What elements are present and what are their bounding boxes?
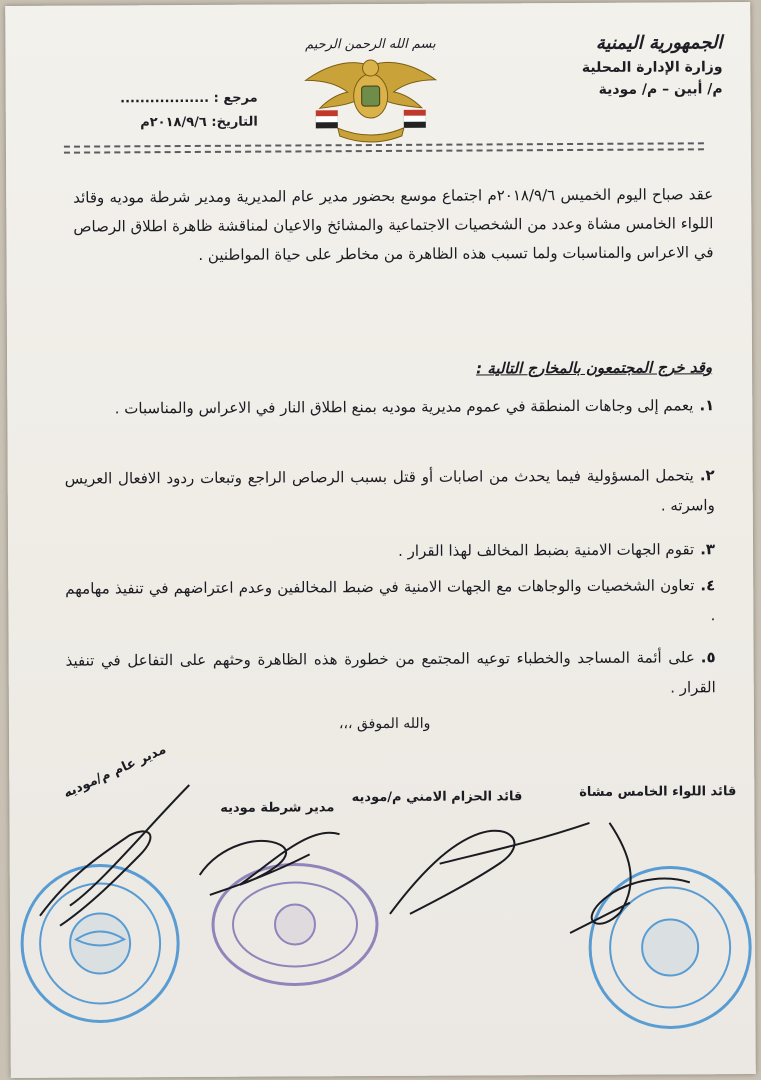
item-number: ٢. <box>699 466 715 485</box>
closing-line: والله الموفق ،،، <box>338 715 431 733</box>
item-number: ١. <box>699 396 715 415</box>
intro-paragraph: عقد صباح اليوم الخميس ٢٠١٨/٩/٦م اجتماع موسع بحضور مدير عام المديرية ومدير شرطة موديه وقائد اللواء الخامس مشاة وعدد من الشخصيات الاجتماعية والمشائخ والاعيان لمناقشة ظاهرة اطلاق الرصاص في الاعراس والمناسبات ولما تسبب هذه الظاهرة من مخاطر على حياة المواطنين . <box>73 185 714 264</box>
reference-field: مرجع : .................. <box>120 90 258 107</box>
document-page <box>5 2 756 1078</box>
item-text: على أئمة المساجد والخطباء توعيه المجتمع من خطورة هذه الظاهرة وحثهم على التفاعل في تنفيذ القرار . <box>65 648 716 697</box>
item-text: يعمم إلى وجاهات المنطقة في عموم مديرية موديه بمنع اطلاق النار في الاعراس والمناسبات . <box>114 396 694 418</box>
list-item <box>65 460 715 523</box>
ministry-name: وزارة الإدارة المحلية <box>581 59 723 76</box>
letterhead-right <box>512 32 722 98</box>
signatory-title: مدير عام م/موديه <box>61 742 169 802</box>
item-number: ٣. <box>700 540 716 559</box>
item-number: ٤. <box>700 576 716 595</box>
item-text: تعاون الشخصيات والوجاهات مع الجهات الامنية في ضبط المخالفين وعدم اعتراضهم في تنفيذ مهامهم . <box>65 576 716 625</box>
country-name: الجمهورية اليمنية <box>595 32 723 54</box>
list-item <box>65 570 715 633</box>
stamp-police <box>213 864 378 985</box>
item-number: ٥. <box>700 648 716 667</box>
stamp-general-director <box>22 865 179 1022</box>
list-item <box>64 390 714 423</box>
item-text: يتحمل المسؤولية فيما يحدث من اصابات أو قتل بسبب الرصاص الراجع وتبعات ردود الافعال العريس واسرته . <box>64 466 715 515</box>
outcomes-heading: وقد خرج المجتمعون بالمخارج التالية : <box>475 358 713 378</box>
signatory-title: مدير شرطة موديه <box>220 800 335 816</box>
signatures-and-stamps <box>9 762 756 1078</box>
list-item <box>65 534 715 567</box>
signatory-title: قائد الحزام الامني م/موديه <box>351 789 523 806</box>
signatory-title: قائد اللواء الخامس مشاة <box>579 784 737 800</box>
list-item <box>66 642 716 705</box>
basmala-text: بسم الله الرحمن الرحيم <box>305 36 436 53</box>
item-text: تقوم الجهات الامنية بضبط المخالف لهذا القرار . <box>398 540 695 560</box>
letterhead-left <box>88 87 258 136</box>
date-field: التاريخ: ٢٠١٨/٩/٦م <box>140 114 258 131</box>
yemen-eagle-emblem <box>297 28 444 149</box>
header-divider <box>64 142 704 153</box>
district-name: م/ أبين – م/ مودية <box>598 81 723 98</box>
